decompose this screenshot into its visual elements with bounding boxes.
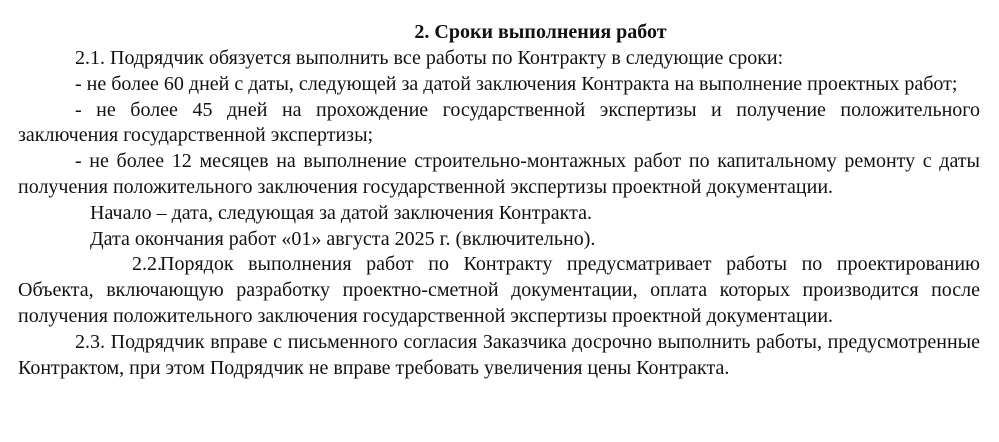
term-item-expertise: - не более 45 дней на прохождение государственной экспертизы и получение положительного заключения государственной экспертизы; bbox=[18, 98, 980, 147]
paragraph-2-2 bbox=[18, 252, 980, 329]
section-body bbox=[18, 46, 980, 381]
end-date-line: Дата окончания работ «01» августа 2025 г. (включительно). bbox=[90, 227, 596, 250]
term-item-construction: - не более 12 месяцев на выполнение строительно-монтажных работ по капитальному ремонту с даты получения положительного заключения государственной экспертизы проектной документации. bbox=[18, 150, 980, 198]
paragraph-2-2-number: 2.2. bbox=[132, 253, 162, 276]
term-item-design: - не более 60 дней с даты, следующей за датой заключения Контракта на выполнение проектных работ; bbox=[75, 72, 958, 95]
paragraph-2-2-text: Порядок выполнения работ по Контракту предусматривает работы по проектированию Объекта, включающую разработку проектно-сметной документации, оплата которых производится после получения положительного заключения государственной экспертизы проектной документации. bbox=[18, 253, 980, 327]
start-date-line: Начало – дата, следующая за датой заключения Контракта. bbox=[90, 201, 592, 224]
paragraph-2-3: 2.3. Подрядчик вправе с письменного согласия Заказчика досрочно выполнить работы, предусмотренные Контрактом, при этом Подрядчик не вправе требовать увеличения цены Контракта. bbox=[18, 330, 980, 379]
paragraph-2-1: 2.1. Подрядчик обязуется выполнить все работы по Контракту в следующие сроки: bbox=[75, 47, 784, 69]
section-heading: 2. Сроки выполнения работ bbox=[414, 21, 667, 43]
